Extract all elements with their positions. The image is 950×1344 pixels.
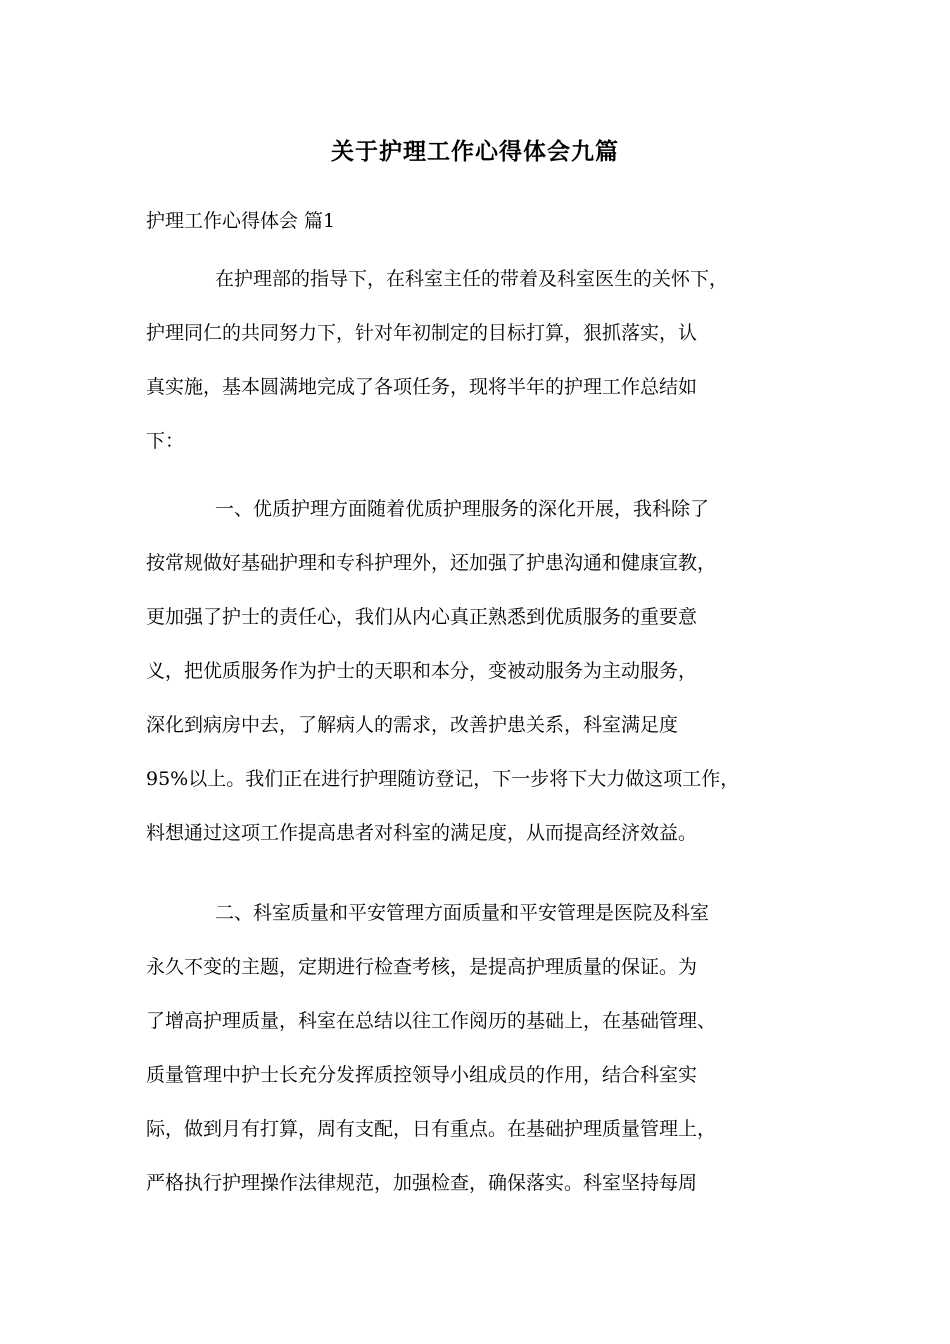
paragraph-line: 真实施，基本圆满地完成了各项任务，现将半年的护理工作总结如 — [146, 376, 698, 398]
paragraph-line: 深化到病房中去，了解病人的需求，改善护患关系，科室满足度 — [146, 714, 679, 736]
paragraph-line: 95%以上。我们正在进行护理随访登记，下一步将下大力做这项工作， — [146, 768, 740, 790]
paragraph-line: 际，做到月有打算，周有支配，日有重点。在基础护理质量管理上， — [146, 1118, 717, 1140]
paragraph-line: 义，把优质服务作为护士的天职和本分，变被动服务为主动服务， — [146, 660, 698, 682]
paragraph-line: 一、优质护理方面随着优质护理服务的深化开展，我科除了 — [215, 498, 710, 520]
paragraph-quality-care — [146, 482, 826, 860]
paragraph-line: 下： — [146, 430, 185, 452]
paragraph-line: 严格执行护理操作法律规范，加强检查，确保落实。科室坚持每周 — [146, 1172, 698, 1194]
paragraph-safety-management — [146, 886, 826, 1210]
paragraph-line: 护理同仁的共同努力下，针对年初制定的目标打算，狠抓落实，认 — [146, 322, 698, 344]
paragraph-line: 按常规做好基础护理和专科护理外，还加强了护患沟通和健康宣教， — [146, 552, 717, 574]
document-title: 关于护理工作心得体会九篇 — [331, 138, 619, 165]
paragraph-line: 料想通过这项工作提高患者对科室的满足度，从而提高经济效益。 — [146, 822, 698, 844]
section-heading: 护理工作心得体会 篇1 — [146, 210, 336, 232]
paragraph-line: 二、科室质量和平安管理方面质量和平安管理是医院及科室 — [215, 902, 710, 924]
paragraph-line: 质量管理中护士长充分发挥质控领导小组成员的作用，结合科室实 — [146, 1064, 698, 1086]
paragraph-line: 在护理部的指导下，在科室主任的带着及科室医生的关怀下， — [215, 268, 729, 290]
paragraph-line: 更加强了护士的责任心，我们从内心真正熟悉到优质服务的重要意 — [146, 606, 698, 628]
paragraph-line: 永久不变的主题，定期进行检查考核，是提高护理质量的保证。为 — [146, 956, 698, 978]
paragraph-intro — [146, 252, 826, 468]
paragraph-line: 了增高护理质量，科室在总结以往工作阅历的基础上，在基础管理、 — [146, 1010, 717, 1032]
